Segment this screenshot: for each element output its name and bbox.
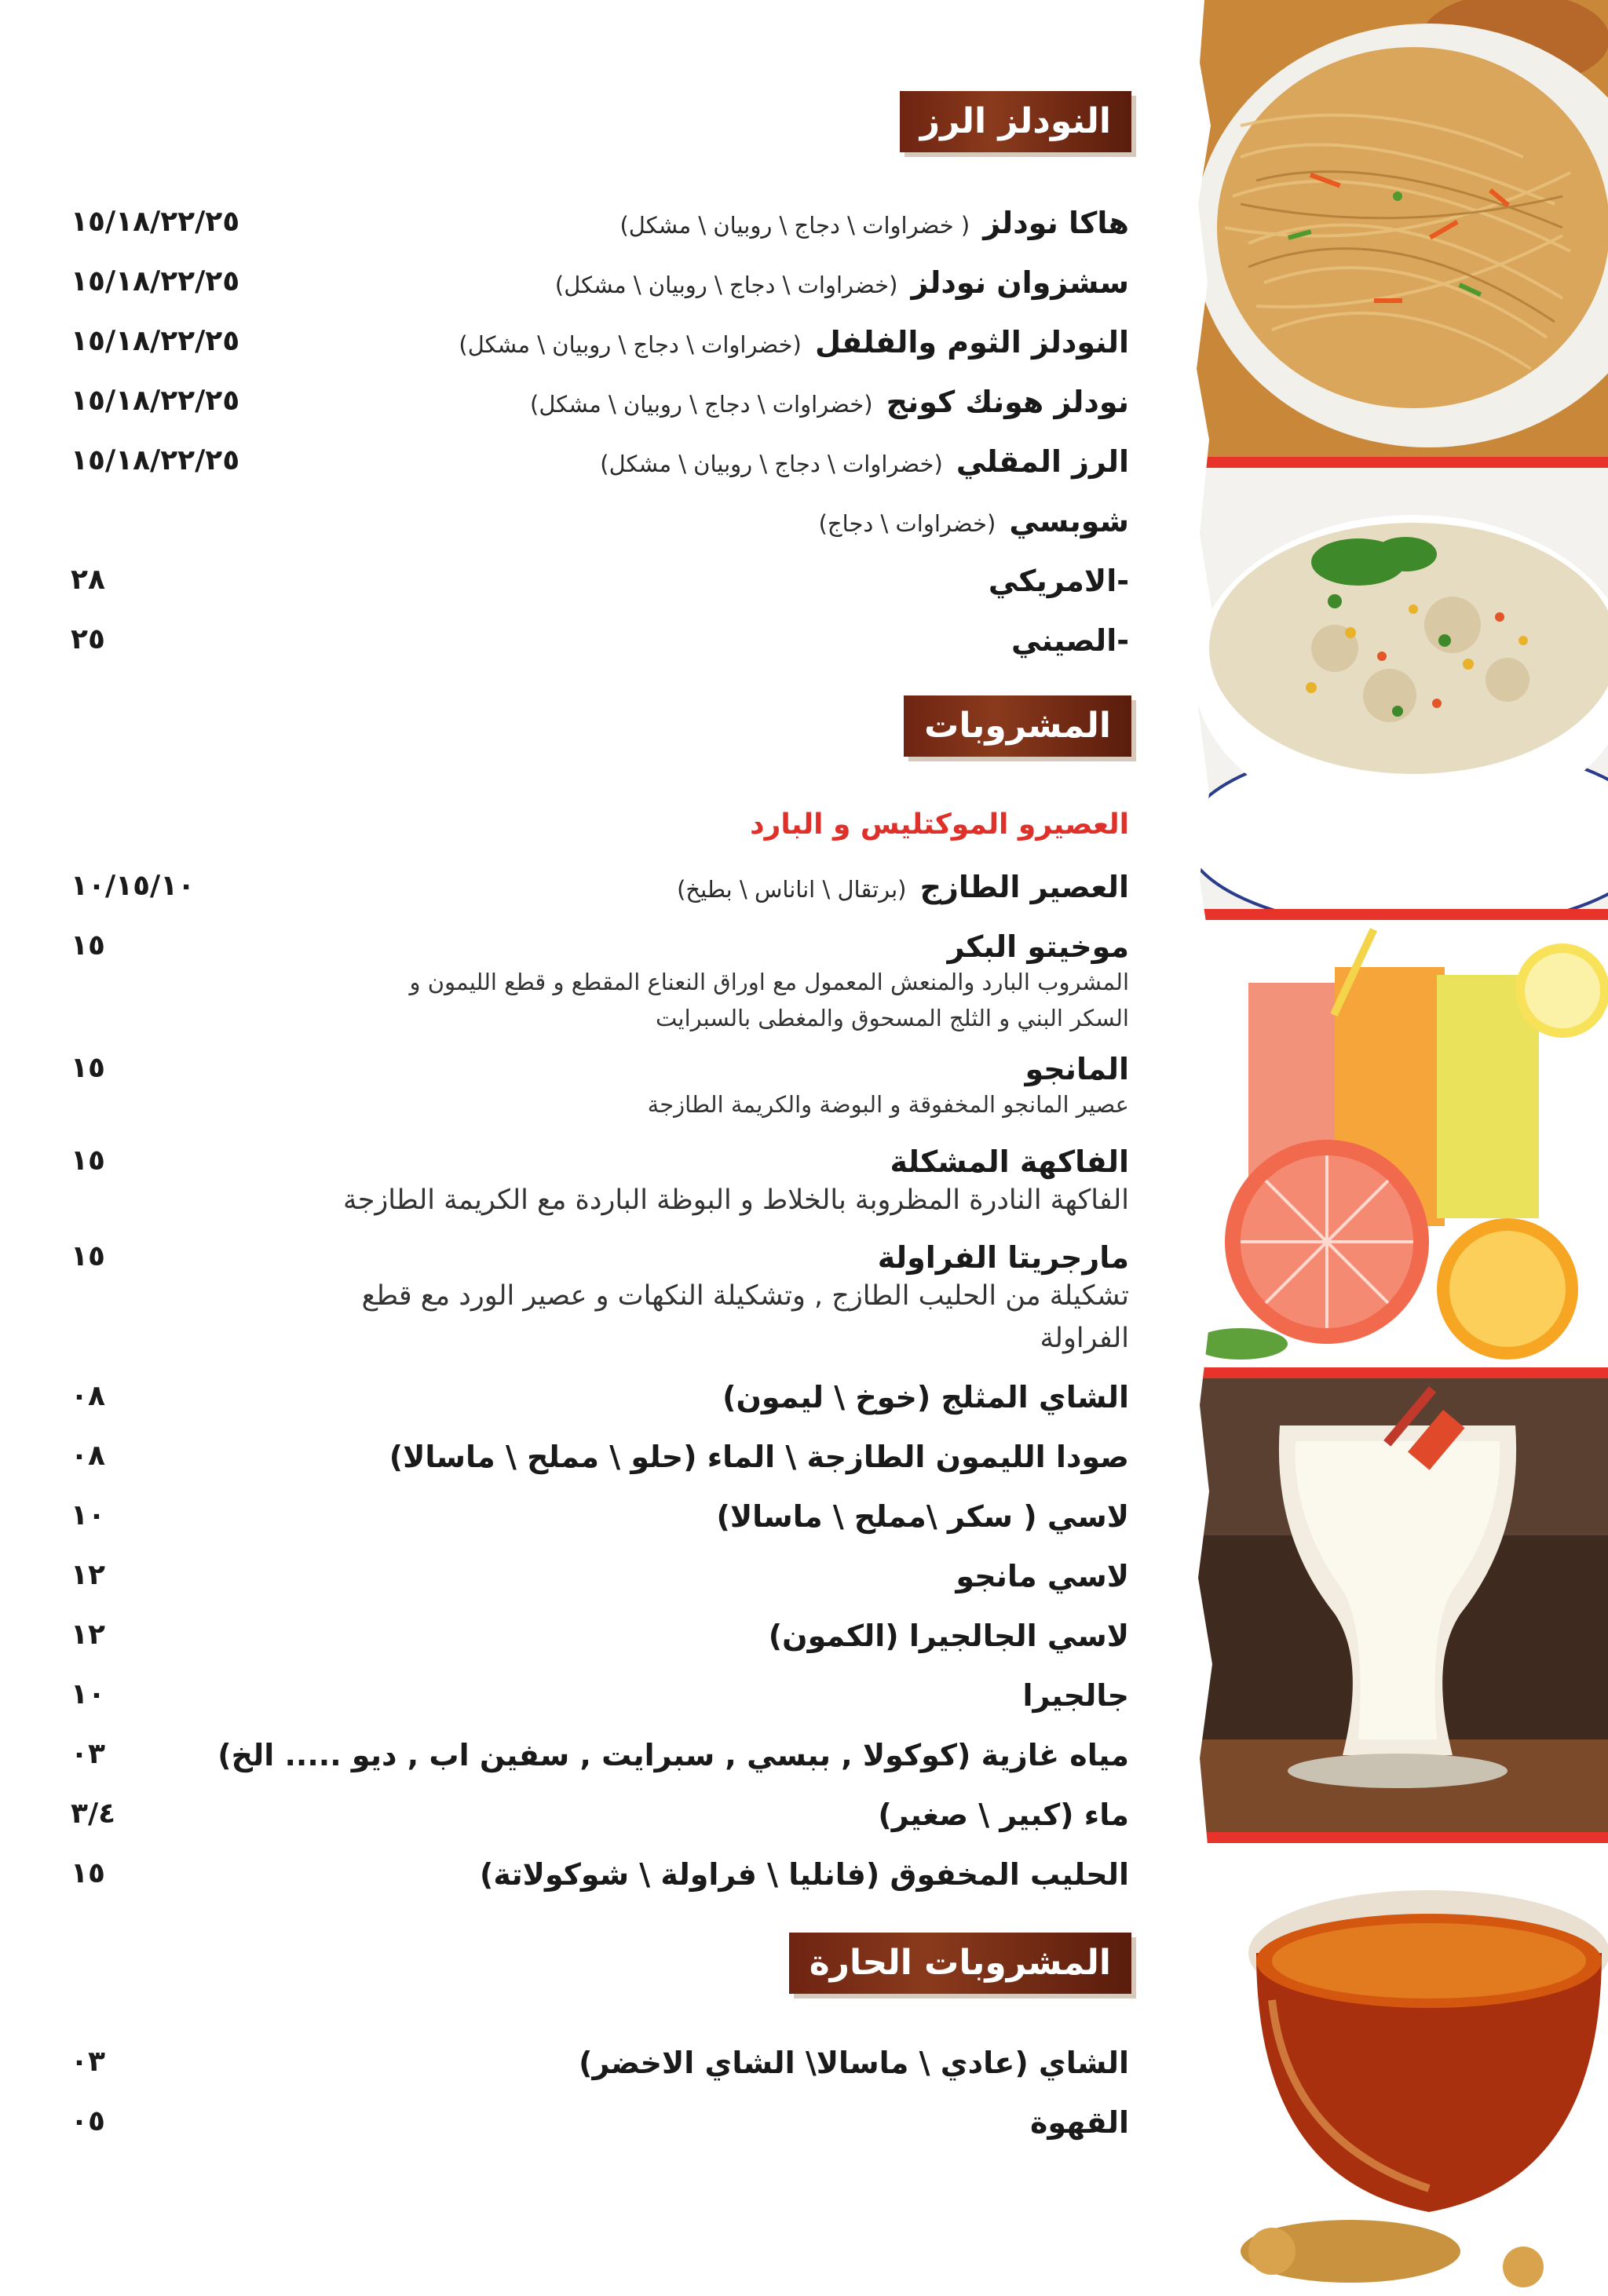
- item-description: عصير المانجو المخفوقة و البوضة والكريمة الطازجة: [647, 1091, 1129, 1118]
- item-name: -الامريكي: [988, 564, 1129, 598]
- item-price: ١٥: [71, 1144, 105, 1177]
- item-price: ١٠: [71, 1678, 105, 1710]
- item-price: ١٥: [71, 1857, 105, 1889]
- menu-item: [71, 1380, 1129, 1414]
- item-description: الفراولة: [1040, 1323, 1129, 1354]
- item-description: تشكيلة من الحليب الطازج , وتشكيلة النكهات و عصير الورد مع قطع: [361, 1280, 1129, 1312]
- menu-item: [71, 206, 1129, 240]
- menu-item: [71, 504, 1129, 538]
- item-name: النودلز الثوم والفلفل: [814, 325, 1129, 360]
- menu-item-with-desc: [71, 929, 1129, 1036]
- item-description: السكر البني و الثلج المسحوق والمغطى بالسبرايت: [656, 1005, 1129, 1031]
- item-price: ١٥: [71, 1240, 105, 1272]
- menu-item: [71, 1559, 1129, 1593]
- noodles-photo: [1193, 0, 1608, 457]
- item-description: الفاكهة النادرة المظروبة بالخلاط و البوظة الباردة مع الكريمة الطازجة: [342, 1185, 1129, 1216]
- item-price: ٢٨: [71, 564, 105, 596]
- item-price: ١٠/١٥/١٠: [71, 870, 196, 902]
- lassi-photo: [1193, 1378, 1608, 1832]
- menu-item-with-desc: [71, 1144, 1129, 1221]
- menu-item-with-desc: [71, 1240, 1129, 1360]
- item-name: -الصيني: [1011, 623, 1129, 658]
- item-price: ٠٨: [71, 1380, 105, 1412]
- tea-photo: [1193, 1843, 1608, 2296]
- item-price: ٣/٤: [71, 1798, 116, 1830]
- section-header-hot-drinks: [789, 1933, 1131, 1994]
- item-name: موخيتو البكر: [947, 929, 1129, 964]
- section-header-noodles: [900, 91, 1131, 152]
- item-name: شوبسي: [1009, 504, 1129, 538]
- menu-item: [71, 2046, 1129, 2080]
- menu-item: [71, 1678, 1129, 1713]
- item-price: ١٥/١٨/٢٢/٢٥: [71, 325, 240, 357]
- item-price: ١٥/١٨/٢٢/٢٥: [71, 206, 240, 238]
- item-name: جالجيرا: [1022, 1678, 1129, 1713]
- item-note: (خضراوات \ دجاج \ روبيان \ مشكل): [600, 451, 943, 477]
- section-title: النودلز الرز: [919, 101, 1111, 141]
- menu-item: [71, 870, 1129, 904]
- drinks-subtitle: العصيرو الموكتليس و البارد: [750, 809, 1129, 841]
- item-price: ٢٥: [71, 623, 105, 655]
- item-price: ١٢: [71, 1619, 105, 1651]
- section-title: المشروبات الحارة: [809, 1943, 1111, 1983]
- menu-item: [71, 325, 1129, 360]
- item-name: صودا الليمون الطازجة \ الماء (حلو \ مملح \ ماسالا): [389, 1440, 1129, 1474]
- item-name: الشاي المثلج (خوخ \ ليمون): [722, 1380, 1129, 1414]
- item-price: ١٥: [71, 1052, 105, 1084]
- torn-edge: [1193, 0, 1225, 2296]
- juice-photo: [1193, 920, 1608, 1367]
- menu-item: [71, 385, 1129, 419]
- item-name: الفاكهة المشكلة: [890, 1144, 1129, 1179]
- menu-item: [71, 1499, 1129, 1534]
- menu-item: [71, 444, 1129, 479]
- item-price: ٠٨: [71, 1440, 105, 1472]
- item-name: لاسي ( سكر \مملح \ ماسالا): [716, 1499, 1129, 1534]
- item-name: ماء (كبير \ صغير): [878, 1798, 1129, 1832]
- item-name: الحليب المخفوق (فانليا \ فراولة \ شوكولاتة): [479, 1857, 1129, 1892]
- menu-item: [71, 1738, 1129, 1772]
- item-price: ١٥: [71, 929, 105, 962]
- item-name: القهوة: [1030, 2105, 1129, 2140]
- menu-item: [71, 623, 1129, 658]
- menu-item: [71, 265, 1129, 300]
- menu-item: [71, 564, 1129, 598]
- item-price: ٠٣: [71, 2046, 105, 2078]
- photo-column: [1193, 0, 1608, 2296]
- item-price: ١٥/١٨/٢٢/٢٥: [71, 385, 240, 417]
- item-note: (برتقال \ اناناس \ بطيخ): [677, 876, 907, 903]
- item-note: (خضراوات \ دجاج \ روبيان \ مشكل): [554, 272, 898, 298]
- section-header-drinks: [904, 695, 1131, 757]
- item-note: (خضراوات \ دجاج \ روبيان \ مشكل): [530, 391, 873, 418]
- item-price: ١٥/١٨/٢٢/٢٥: [71, 265, 240, 297]
- fried-rice-photo: [1193, 468, 1608, 909]
- menu-item: [71, 1619, 1129, 1653]
- item-name: هاكا نودلز: [983, 206, 1129, 240]
- item-name: مياه غازية (كوكولا , ببسي , سبرايت , سفين اب , ديو ..... الخ): [217, 1738, 1129, 1772]
- item-price: ٠٥: [71, 2105, 105, 2137]
- item-name: لاسي الجالجيرا (الكمون): [768, 1619, 1129, 1653]
- section-title: المشروبات: [924, 706, 1111, 746]
- item-name: المانجو: [1025, 1052, 1129, 1086]
- item-name: نودلز هونك كونج: [886, 385, 1129, 419]
- item-description: المشروب البارد والمنعش المعمول مع اوراق النعناع المقطع و قطع الليمون و: [409, 969, 1129, 995]
- item-price: ١٥/١٨/٢٢/٢٥: [71, 444, 240, 476]
- item-price: ٠٣: [71, 1738, 105, 1770]
- menu-item: [71, 2105, 1129, 2140]
- item-note: (خضراوات \ دجاج): [818, 510, 996, 537]
- item-price: ١٠: [71, 1499, 105, 1531]
- item-note: ( خضراوات \ دجاج \ روبيان \ مشكل): [619, 212, 970, 239]
- menu-item: [71, 1798, 1129, 1832]
- item-name: لاسي مانجو: [956, 1559, 1129, 1593]
- photo-separator: [1193, 909, 1608, 920]
- item-name: سشزوان نودلز: [911, 265, 1129, 300]
- menu-item-with-desc: [71, 1052, 1129, 1122]
- menu-item: [71, 1440, 1129, 1474]
- item-price: ١٢: [71, 1559, 105, 1591]
- item-note: (خضراوات \ دجاج \ روبيان \ مشكل): [459, 331, 802, 358]
- item-name: مارجريتا الفراولة: [877, 1240, 1129, 1275]
- item-name: الرز المقلي: [956, 444, 1129, 479]
- item-name: الشاي (عادي \ ماسالا\ الشاي الاخضر): [579, 2046, 1129, 2080]
- photo-separator: [1193, 1367, 1608, 1378]
- photo-separator: [1193, 457, 1608, 468]
- menu-item: [71, 1857, 1129, 1892]
- item-name: العصير الطازج: [919, 870, 1129, 904]
- photo-separator: [1193, 1832, 1608, 1843]
